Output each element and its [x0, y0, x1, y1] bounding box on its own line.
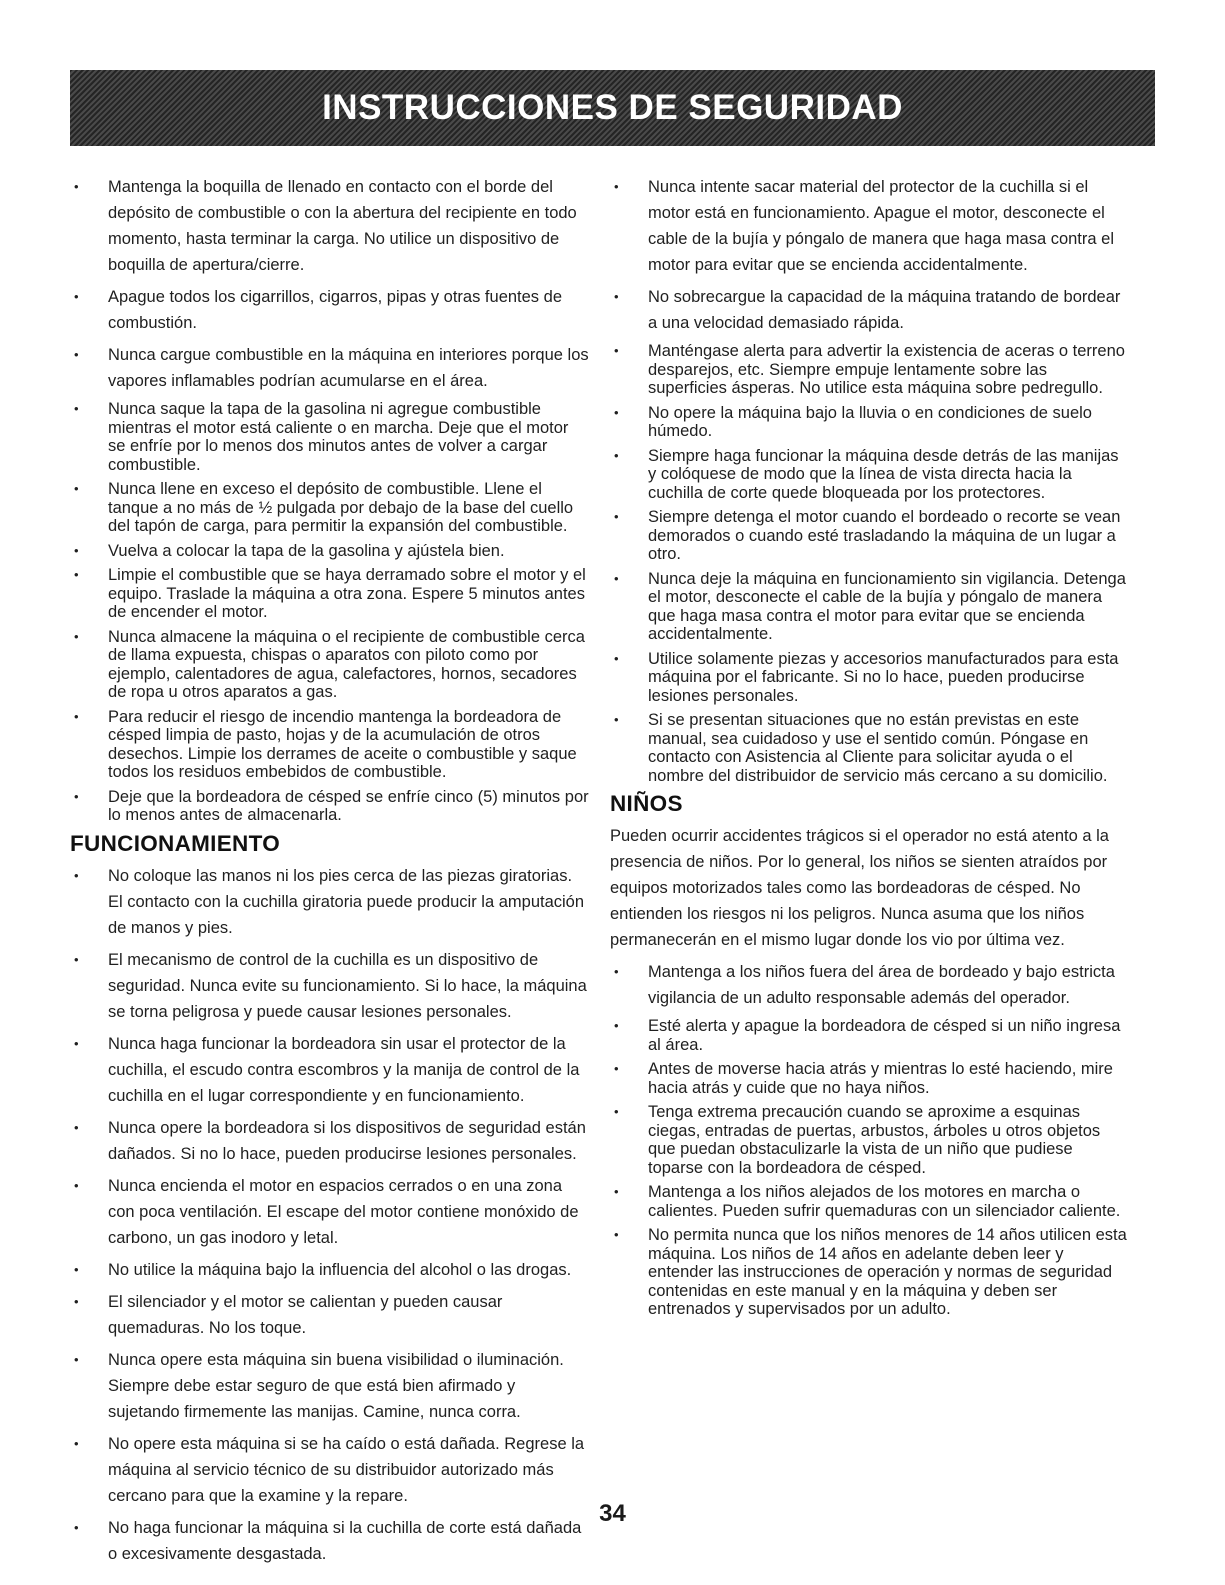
list-item: • Nunca haga funcionar la bordeadora sin usar el protector de la cuchilla, el escudo contra escombros y la manija de control de la cuchilla en el lugar correspondiente y en funcionamiento. [70, 1031, 590, 1109]
list-item: • Si se presentan situaciones que no están previstas en este manual, sea cuidadoso y use el sentido común. Póngase en contacto con Asistencia al Cliente para solicitar ayuda o el nombre del distribuidor de servicio más cercano a su domicilio. [610, 711, 1130, 785]
left-column [70, 174, 590, 1573]
list-item: • Nunca opere la bordeadora si los dispositivos de seguridad están dañados. Si no lo hace, pueden producirse lesiones personales. [70, 1115, 590, 1167]
list-item: • Tenga extrema precaución cuando se aproxime a esquinas ciegas, entradas de puertas, arbustos, árboles u otros objetos que puedan obstaculizarle la vista de un niño que pudiese toparse con la bordeadora de césped. [610, 1103, 1130, 1177]
list-item: • No opere esta máquina si se ha caído o está dañada. Regrese la máquina al servicio técnico de su distribuidor autorizado más cercano para que la examine y la repare. [70, 1431, 590, 1509]
list-item: • Esté alerta y apague la bordeadora de césped si un niño ingresa al área. [610, 1017, 1130, 1054]
list-item: • Mantenga a los niños fuera del área de bordeado y bajo estricta vigilancia de un adulto responsable además del operador. [610, 959, 1130, 1011]
list-item: • Nunca saque la tapa de la gasolina ni agregue combustible mientras el motor está caliente o en marcha. Deje que el motor se enfríe por lo menos dos minutos antes de volver a cargar combustible. [70, 400, 590, 474]
list-item: • No opere la máquina bajo la lluvia o en condiciones de suelo húmedo. [610, 404, 1130, 441]
list-item: • Deje que la bordeadora de césped se enfríe cinco (5) minutos por lo menos antes de almacenarla. [70, 788, 590, 825]
fuel-list-a [70, 174, 590, 394]
fuel-list-b [70, 400, 590, 825]
section-heading-ninos: NIÑOS [610, 791, 683, 816]
list-item: • No permita nunca que los niños menores de 14 años utilicen esta máquina. Los niños de 14 años en adelante deben leer y entender las instrucciones de operación y normas de seguridad contenidas en este manual y en la máquina y deben ser entrenados y supervisados por un adulto. [610, 1226, 1130, 1319]
list-item: • Siempre detenga el motor cuando el bordeado o recorte se vean demorados o cuando esté trasladando la máquina de un lugar a otro. [610, 508, 1130, 564]
list-item: • No sobrecargue la capacidad de la máquina tratando de bordear a una velocidad demasiado rápida. [610, 284, 1130, 336]
children-list-b [610, 1017, 1130, 1319]
right-column [610, 174, 1130, 1325]
list-item: • No haga funcionar la máquina si la cuchilla de corte está dañada o excesivamente desgastada. [70, 1515, 590, 1567]
list-item: • Apague todos los cigarrillos, cigarros, pipas y otras fuentes de combustión. [70, 284, 590, 336]
list-item: • Nunca opere esta máquina sin buena visibilidad o iluminación. Siempre debe estar seguro de que está bien afirmado y sujetando firmemente las manijas. Camine, nunca corra. [70, 1347, 590, 1425]
list-item: • Mantenga la boquilla de llenado en contacto con el borde del depósito de combustible o con la abertura del recipiente en todo momento, hasta terminar la carga. No utilice un dispositivo de boquilla de apertura/cierre. [70, 174, 590, 278]
list-item: • Nunca deje la máquina en funcionamiento sin vigilancia. Detenga el motor, desconecte el cable de la bujía y póngalo de manera que haga masa contra el motor para evitar que se encienda accidentalmente. [610, 570, 1130, 644]
list-item: • Utilice solamente piezas y accesorios manufacturados para esta máquina por el fabricante. Si no lo hace, pueden producirse lesiones personales. [610, 650, 1130, 706]
list-item: • No coloque las manos ni los pies cerca de las piezas giratorias. El contacto con la cuchilla giratoria puede producir la amputación de manos y pies. [70, 863, 590, 941]
header-banner [70, 70, 1155, 146]
list-item: • El mecanismo de control de la cuchilla es un dispositivo de seguridad. Nunca evite su funcionamiento. Si lo hace, la máquina se torna peligrosa y puede causar lesiones personales. [70, 947, 590, 1025]
list-item: • Siempre haga funcionar la máquina desde detrás de las manijas y colóquese de modo que la línea de vista directa hacia la cuchilla de corte quede bloqueada por los protectores. [610, 447, 1130, 503]
list-item: • Nunca intente sacar material del protector de la cuchilla si el motor está en funcionamiento. Apague el motor, desconecte el cable de la bujía y póngalo de manera que haga masa contra el motor para evitar que se encienda accidentalmente. [610, 174, 1130, 278]
section-heading-funcionamiento: FUNCIONAMIENTO [70, 830, 281, 856]
page-number: 34 [599, 1500, 626, 1527]
safety-list-a [610, 174, 1130, 336]
list-item: • Nunca llene en exceso el depósito de combustible. Llene el tanque a no más de ½ pulgada por debajo de la base del cuello del tapón de carga, para permitir la expansión del combustible. [70, 480, 590, 536]
children-list-a [610, 959, 1130, 1011]
children-intro: Pueden ocurrir accidentes trágicos si el operador no está atento a la presencia de niños. Por lo general, los niños se sienten atraídos por equipos motorizados tales como las bordeadoras de césped. No entienden los riesgos ni los peligros. Nunca asuma que los niños permanecerán en el mismo lugar donde los vio por última vez. [610, 827, 1109, 949]
operation-list [70, 863, 590, 1567]
list-item: • El silenciador y el motor se calientan y pueden causar quemaduras. No los toque. [70, 1289, 590, 1341]
list-item: • Nunca encienda el motor en espacios cerrados o en una zona con poca ventilación. El escape del motor contiene monóxido de carbono, un gas inodoro y letal. [70, 1173, 590, 1251]
list-item: • Antes de moverse hacia atrás y mientras lo esté haciendo, mire hacia atrás y cuide que no haya niños. [610, 1060, 1130, 1097]
page-title: INSTRUCCIONES DE SEGURIDAD [322, 88, 903, 127]
list-item: • Manténgase alerta para advertir la existencia de aceras o terreno desparejos, etc. Siempre empuje lentamente sobre las superficies ásperas. No utilice esta máquina sobre pedregullo. [610, 342, 1130, 398]
list-item: • Mantenga a los niños alejados de los motores en marcha o calientes. Pueden sufrir quemaduras con un silenciador caliente. [610, 1183, 1130, 1220]
list-item: • Para reducir el riesgo de incendio mantenga la bordeadora de césped limpia de pasto, hojas y de la acumulación de otros desechos. Limpie los derrames de aceite o combustible y saque todos los residuos embebidos de combustible. [70, 708, 590, 782]
list-item: • Limpie el combustible que se haya derramado sobre el motor y el equipo. Traslade la máquina a otra zona. Espere 5 minutos antes de encender el motor. [70, 566, 590, 622]
list-item: • No utilice la máquina bajo la influencia del alcohol o las drogas. [70, 1257, 590, 1283]
list-item: • Nunca almacene la máquina o el recipiente de combustible cerca de llama expuesta, chispas o aparatos con piloto como por ejemplo, calentadores de agua, calefactores, hornos, secadores de ropa u otros aparatos a gas. [70, 628, 590, 702]
list-item: • Vuelva a colocar la tapa de la gasolina y ajústela bien. [70, 542, 590, 561]
list-item: • Nunca cargue combustible en la máquina en interiores porque los vapores inflamables podrían acumularse en el área. [70, 342, 590, 394]
safety-list-b [610, 342, 1130, 785]
